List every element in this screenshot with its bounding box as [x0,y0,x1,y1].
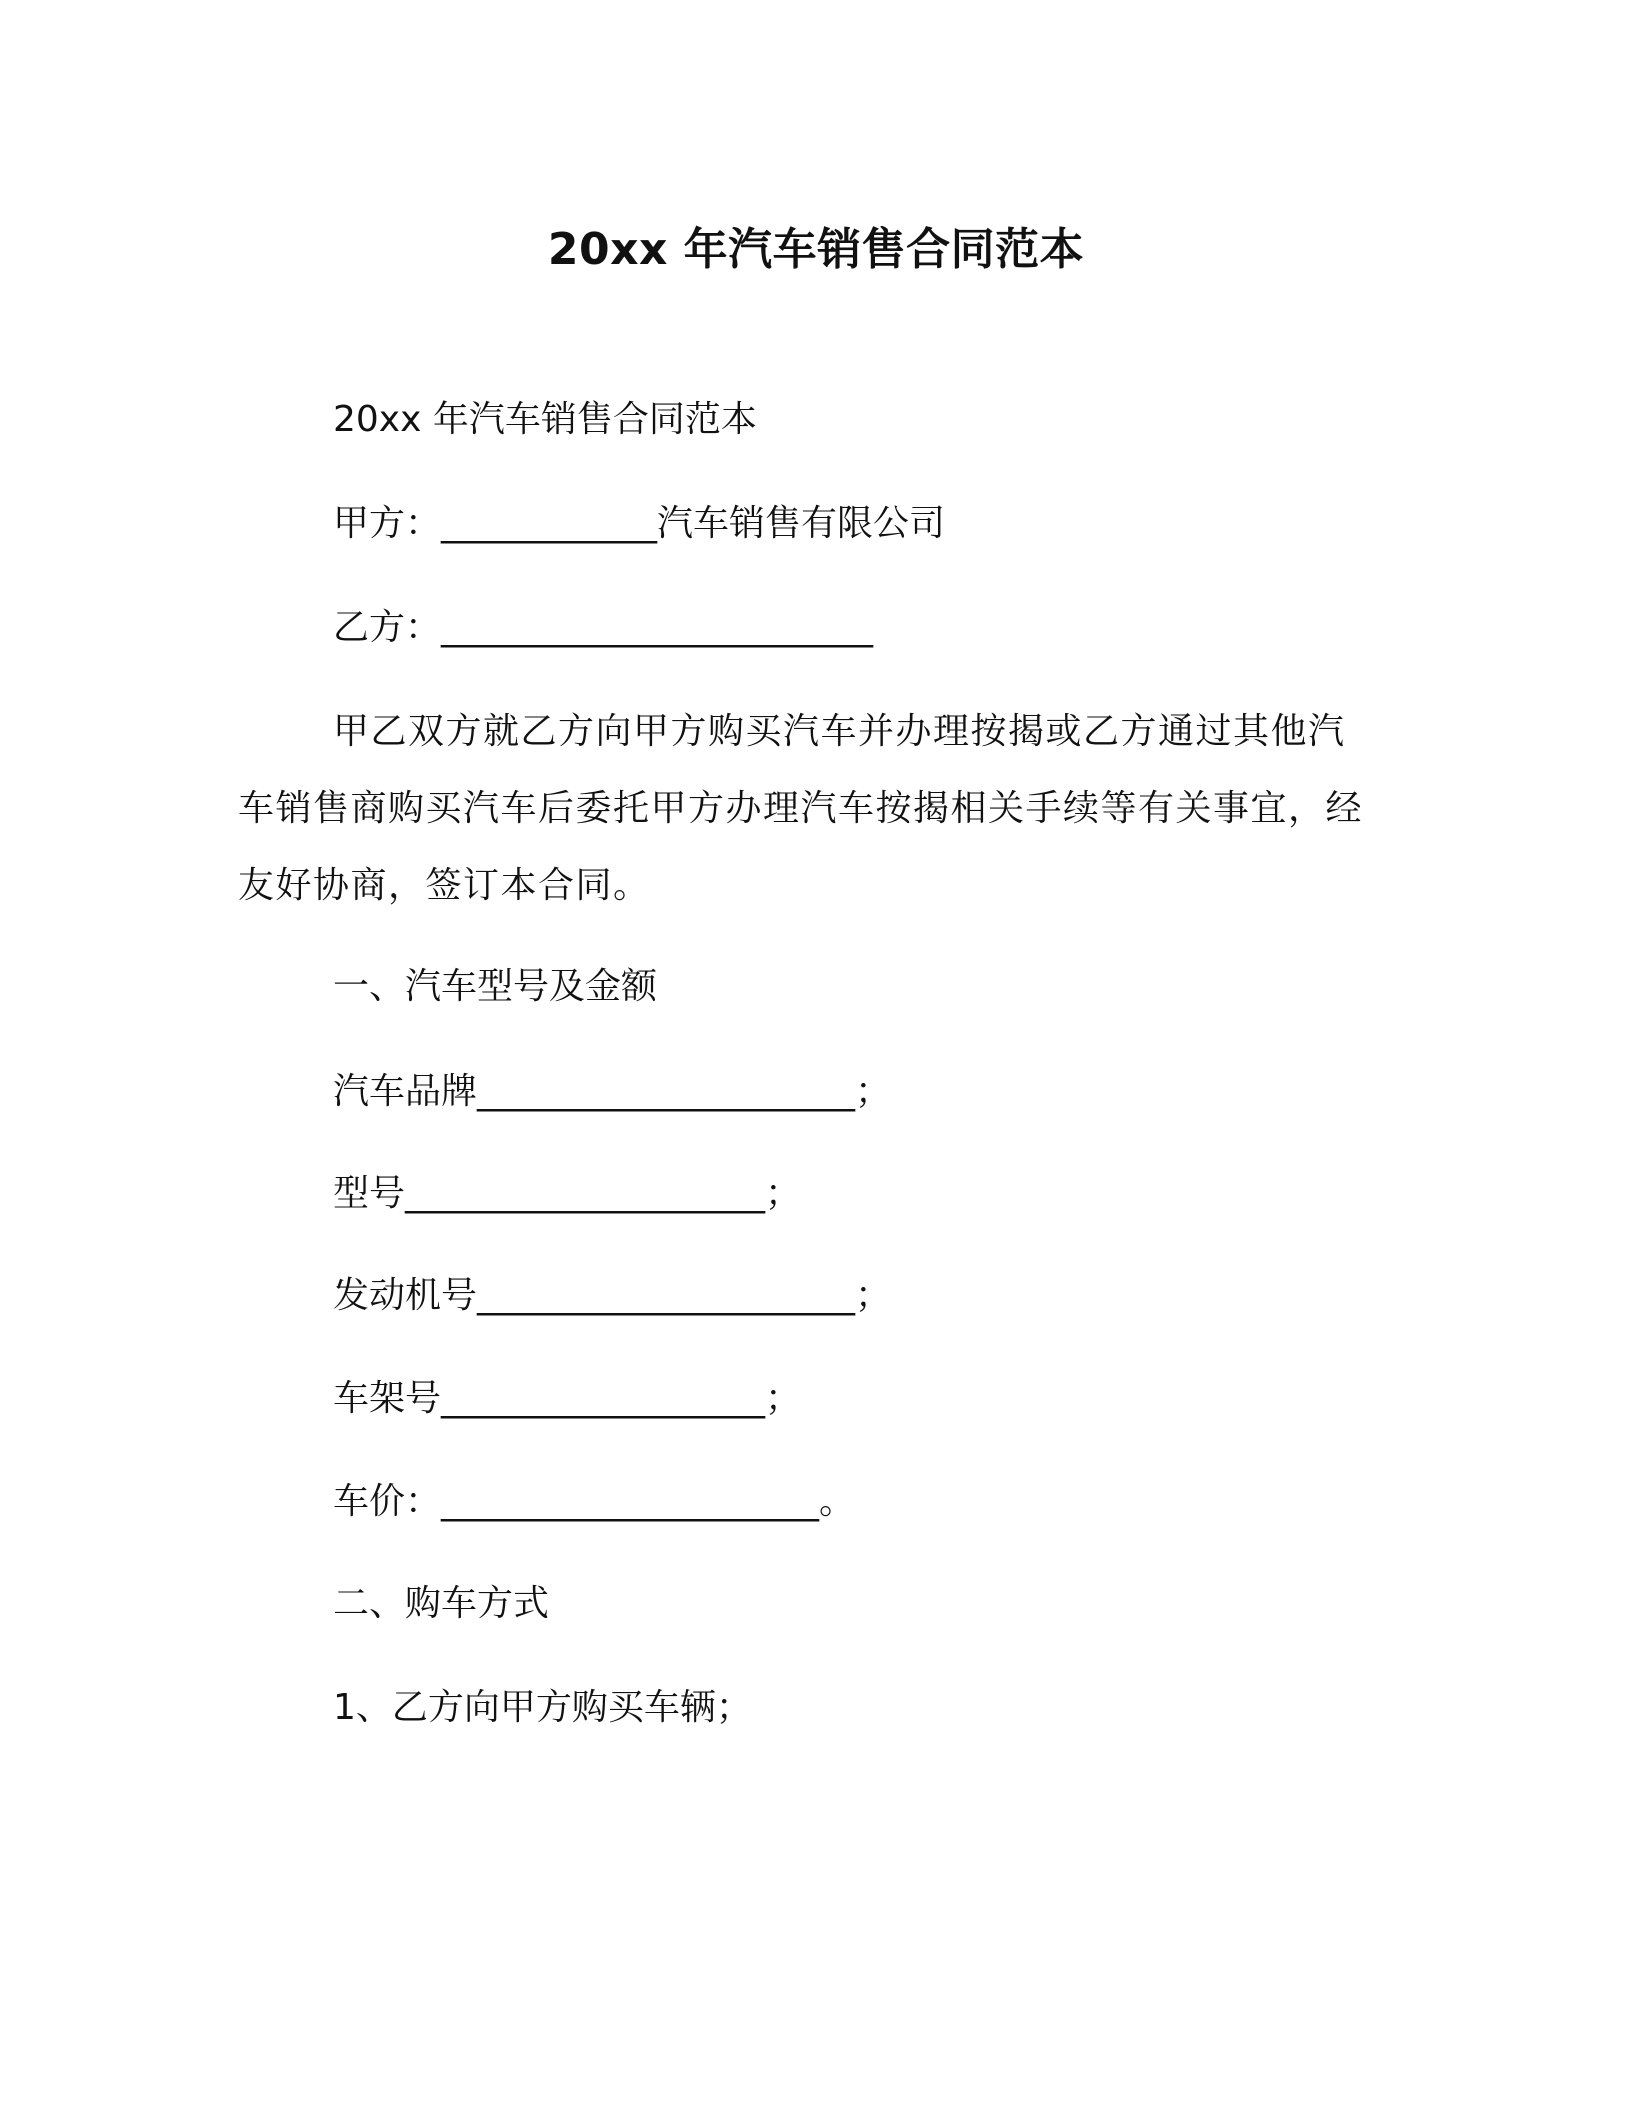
section-1-heading: 一、汽车型号及金额 [333,966,658,1007]
price-field: 车价：_____________________。 [333,1481,856,1522]
section-2-heading: 二、购车方式 [333,1583,550,1624]
model-field: 型号____________________； [333,1173,802,1214]
party-a-line: 甲方：____________汽车销售有限公司 [333,503,946,544]
subtitle: 20xx 年汽车销售合同范本 [333,399,757,440]
frame-number-field: 车架号__________________； [333,1378,802,1419]
document-title: 20xx 年汽车销售合同范本 [547,224,1085,275]
brand-field: 汽车品牌_____________________； [333,1071,892,1112]
party-b-line: 乙方：________________________ [333,607,874,648]
engine-number-field: 发动机号_____________________； [333,1275,892,1316]
intro-paragraph: 甲乙双方就乙方向甲方购买汽车并办理按揭或乙方通过其他汽车销售商购买汽车后委托甲方办理汽车按揭相关手续等有关事宜，经友好协商，签订本合同。 [238,711,1364,906]
section-2-item-1: 1、乙方向甲方购买车辆； [333,1687,752,1728]
